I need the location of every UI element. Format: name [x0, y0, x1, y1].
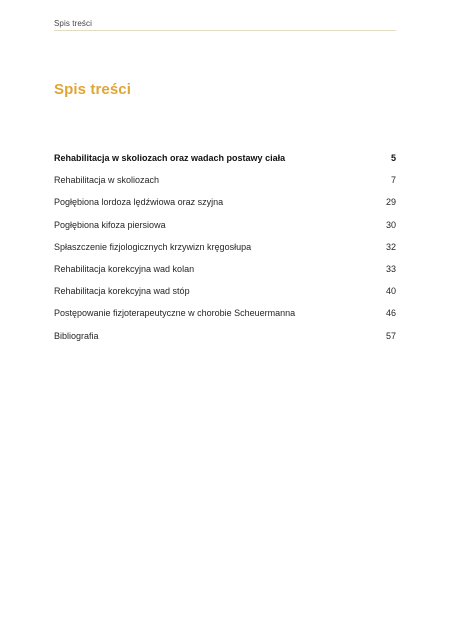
toc-entry-label: Spłaszczenie fizjologicznych krzywizn kręgosłupa	[54, 241, 252, 252]
toc-entry-page: 30	[385, 219, 396, 230]
toc-entry-label: Rehabilitacja w skoliozach oraz wadach postawy ciała	[54, 153, 286, 163]
toc-list	[54, 153, 396, 353]
toc-entry-page: 57	[385, 330, 396, 341]
toc-entry-page: 46	[385, 308, 396, 319]
toc-entry[interactable]	[54, 153, 396, 175]
toc-entry[interactable]	[54, 175, 396, 197]
toc-entry[interactable]	[54, 286, 396, 308]
toc-entry[interactable]	[54, 264, 396, 286]
toc-entry-page: 7	[390, 175, 396, 186]
toc-entry-page: 32	[385, 241, 396, 252]
toc-entry-page: 29	[385, 197, 396, 208]
toc-title: Spis treści	[54, 81, 131, 98]
toc-entry[interactable]	[54, 197, 396, 219]
toc-entry-page: 5	[390, 153, 396, 163]
toc-entry-page: 33	[385, 263, 396, 274]
toc-entry-label: Rehabilitacja korekcyjna wad kolan	[54, 263, 195, 274]
toc-entry-label: Bibliografia	[54, 330, 99, 341]
toc-entry-label: Pogłębiona lordoza lędźwiowa oraz szyjna	[54, 197, 224, 208]
toc-entry[interactable]	[54, 331, 396, 353]
toc-entry-label: Rehabilitacja korekcyjna wad stóp	[54, 286, 190, 297]
toc-entry[interactable]	[54, 220, 396, 242]
toc-entry[interactable]	[54, 242, 396, 264]
running-header: Spis treści	[54, 19, 92, 28]
toc-entry[interactable]	[54, 308, 396, 330]
toc-entry-label: Pogłębiona kifoza piersiowa	[54, 219, 166, 230]
toc-entry-label: Rehabilitacja w skoliozach	[54, 175, 160, 186]
header-divider	[54, 30, 396, 31]
toc-entry-page: 40	[385, 286, 396, 297]
toc-entry-label: Postępowanie fizjoterapeutyczne w chorobie Scheuermanna	[54, 308, 296, 319]
